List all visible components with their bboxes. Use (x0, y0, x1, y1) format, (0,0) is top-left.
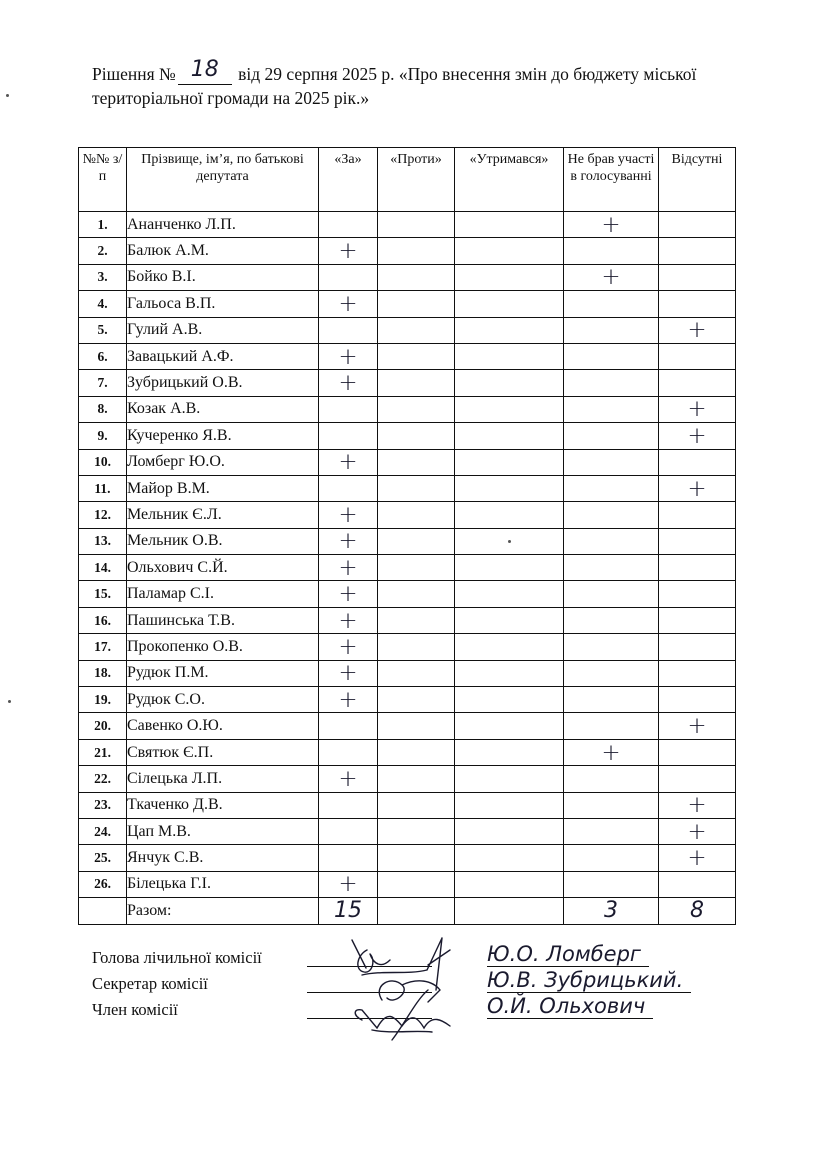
table-row (79, 502, 736, 528)
deputy-name: Балюк А.М. (127, 238, 319, 264)
vote-mark-against (378, 713, 455, 739)
vote-mark-not-voted (564, 607, 659, 633)
vote-mark-against (378, 212, 455, 238)
vote-mark-not-voted (564, 291, 659, 317)
deputy-name: Козак А.В. (127, 396, 319, 422)
signature-name: Ю.В. Зубрицький. (487, 968, 691, 993)
vote-mark-absent (659, 739, 736, 765)
vote-mark-against (378, 634, 455, 660)
deputy-name: Ольхович С.Й. (127, 555, 319, 581)
vote-mark-abstain (455, 818, 564, 844)
vote-mark-against (378, 475, 455, 501)
row-number: 4. (79, 291, 127, 317)
vote-mark-absent (659, 291, 736, 317)
deputy-name: Гальоса В.П. (127, 291, 319, 317)
row-number: 24. (79, 818, 127, 844)
total-for: 15 (319, 898, 378, 924)
vote-mark-abstain (455, 713, 564, 739)
table-row (79, 792, 736, 818)
table-row (79, 739, 736, 765)
vote-mark-against (378, 370, 455, 396)
decision-prefix: Рішення № (92, 64, 176, 84)
totals-label: Разом: (127, 898, 319, 924)
vote-mark-for (319, 396, 378, 422)
vote-mark-abstain (455, 634, 564, 660)
table-header-row (79, 148, 736, 212)
deputy-name: Майор В.М. (127, 475, 319, 501)
signature-role: Член комісії (92, 1000, 178, 1019)
table-row (79, 212, 736, 238)
vote-mark-abstain (455, 212, 564, 238)
vote-mark-absent: + (659, 423, 736, 449)
row-number: 8. (79, 396, 127, 422)
vote-mark-absent (659, 449, 736, 475)
total-abstain (455, 898, 564, 924)
signature-role: Голова лічильної комісії (92, 948, 262, 967)
deputy-name: Завацький А.Ф. (127, 343, 319, 369)
deputy-name: Янчук С.В. (127, 845, 319, 871)
table-row (79, 370, 736, 396)
vote-mark-absent (659, 581, 736, 607)
vote-mark-against (378, 291, 455, 317)
vote-mark-for: + (319, 687, 378, 713)
deputy-name: Святюк Є.П. (127, 739, 319, 765)
vote-mark-abstain (455, 475, 564, 501)
vote-mark-against (378, 423, 455, 449)
vote-mark-not-voted (564, 370, 659, 396)
vote-mark-abstain (455, 370, 564, 396)
vote-mark-abstain (455, 766, 564, 792)
vote-mark-not-voted (564, 634, 659, 660)
vote-mark-abstain (455, 423, 564, 449)
row-number: 13. (79, 528, 127, 554)
vote-mark-absent: + (659, 845, 736, 871)
deputy-name: Бойко В.І. (127, 264, 319, 290)
vote-mark-absent (659, 212, 736, 238)
vote-mark-against (378, 660, 455, 686)
vote-mark-absent (659, 528, 736, 554)
vote-mark-absent (659, 370, 736, 396)
vote-mark-absent (659, 607, 736, 633)
vote-mark-for (319, 475, 378, 501)
row-number: 14. (79, 555, 127, 581)
decision-heading (92, 57, 772, 110)
vote-mark-for: + (319, 555, 378, 581)
vote-mark-absent (659, 502, 736, 528)
vote-mark-for: + (319, 607, 378, 633)
deputy-name: Сілецька Л.П. (127, 766, 319, 792)
vote-mark-against (378, 766, 455, 792)
handwritten-signature-scribble (332, 930, 462, 1050)
vote-mark-for: + (319, 528, 378, 554)
table-row (79, 634, 736, 660)
vote-mark-absent: + (659, 317, 736, 343)
vote-mark-not-voted (564, 502, 659, 528)
vote-mark-for (319, 264, 378, 290)
deputy-name: Пашинська Т.В. (127, 607, 319, 633)
signature-role: Секретар комісії (92, 974, 208, 993)
vote-mark-abstain (455, 502, 564, 528)
vote-mark-absent: + (659, 713, 736, 739)
vote-mark-absent (659, 660, 736, 686)
table-row (79, 528, 736, 554)
row-number: 1. (79, 212, 127, 238)
row-number: 10. (79, 449, 127, 475)
row-number: 11. (79, 475, 127, 501)
vote-mark-against (378, 396, 455, 422)
vote-mark-absent (659, 555, 736, 581)
vote-mark-against (378, 238, 455, 264)
vote-mark-for: + (319, 370, 378, 396)
vote-mark-absent (659, 343, 736, 369)
vote-mark-against (378, 818, 455, 844)
vote-mark-for: + (319, 766, 378, 792)
vote-mark-abstain (455, 264, 564, 290)
header-name: Прізвище, ім’я, по батькові депутата (127, 148, 319, 212)
row-number: 9. (79, 423, 127, 449)
vote-mark-not-voted: + (564, 739, 659, 765)
vote-mark-for (319, 423, 378, 449)
vote-mark-absent: + (659, 818, 736, 844)
vote-mark-not-voted (564, 423, 659, 449)
vote-mark-not-voted (564, 555, 659, 581)
vote-mark-not-voted (564, 238, 659, 264)
totals-row (79, 898, 736, 924)
header-abstain: «Утримався» (455, 148, 564, 212)
vote-mark-for (319, 317, 378, 343)
deputy-name: Мельник О.В. (127, 528, 319, 554)
vote-mark-not-voted: + (564, 264, 659, 290)
vote-mark-abstain (455, 555, 564, 581)
vote-mark-not-voted (564, 475, 659, 501)
paper-speck (8, 700, 11, 703)
vote-mark-for (319, 818, 378, 844)
deputy-name: Рудюк П.М. (127, 660, 319, 686)
row-number: 18. (79, 660, 127, 686)
vote-mark-against (378, 687, 455, 713)
vote-mark-for: + (319, 343, 378, 369)
vote-mark-against (378, 792, 455, 818)
signature-name: О.Й. Ольхович (487, 994, 653, 1019)
vote-mark-against (378, 871, 455, 897)
total-against (378, 898, 455, 924)
vote-mark-against (378, 739, 455, 765)
vote-mark-for: + (319, 660, 378, 686)
vote-mark-not-voted (564, 528, 659, 554)
vote-mark-against (378, 607, 455, 633)
decision-number: 18 (176, 58, 234, 82)
vote-mark-for: + (319, 871, 378, 897)
vote-mark-not-voted (564, 343, 659, 369)
vote-mark-not-voted (564, 713, 659, 739)
vote-mark-for: + (319, 449, 378, 475)
vote-mark-absent: + (659, 396, 736, 422)
vote-mark-against (378, 502, 455, 528)
vote-mark-not-voted (564, 660, 659, 686)
header-against: «Проти» (378, 148, 455, 212)
table-row (79, 607, 736, 633)
vote-table (78, 147, 736, 925)
row-number: 22. (79, 766, 127, 792)
vote-mark-against (378, 845, 455, 871)
total-not-voted: 3 (564, 898, 659, 924)
vote-mark-abstain (455, 687, 564, 713)
row-number: 17. (79, 634, 127, 660)
vote-mark-abstain (455, 238, 564, 264)
row-number: 15. (79, 581, 127, 607)
deputy-name: Гулий А.В. (127, 317, 319, 343)
table-row (79, 660, 736, 686)
vote-mark-for (319, 212, 378, 238)
row-number: 21. (79, 739, 127, 765)
deputy-name: Цап М.В. (127, 818, 319, 844)
vote-mark-abstain (455, 660, 564, 686)
vote-mark-for (319, 713, 378, 739)
table-row (79, 449, 736, 475)
vote-mark-not-voted (564, 317, 659, 343)
vote-mark-against (378, 449, 455, 475)
vote-mark-abstain (455, 396, 564, 422)
table-row (79, 555, 736, 581)
header-for: «За» (319, 148, 378, 212)
vote-mark-not-voted (564, 396, 659, 422)
vote-mark-abstain (455, 449, 564, 475)
decision-date: від 29 серпня 2025 р. (238, 64, 395, 84)
vote-mark-not-voted: + (564, 212, 659, 238)
row-number: 2. (79, 238, 127, 264)
deputy-name: Савенко О.Ю. (127, 713, 319, 739)
vote-mark-absent (659, 766, 736, 792)
deputy-name: Мельник Є.Л. (127, 502, 319, 528)
vote-mark-not-voted (564, 871, 659, 897)
table-row (79, 238, 736, 264)
row-number: 16. (79, 607, 127, 633)
table-row (79, 713, 736, 739)
vote-mark-absent (659, 238, 736, 264)
vote-mark-against (378, 581, 455, 607)
table-row (79, 475, 736, 501)
vote-mark-against (378, 343, 455, 369)
vote-mark-against (378, 555, 455, 581)
vote-mark-for: + (319, 502, 378, 528)
header-not-voted: Не брав участі в голосуванні (564, 148, 659, 212)
table-row (79, 291, 736, 317)
paper-speck (6, 94, 9, 97)
vote-mark-for: + (319, 581, 378, 607)
vote-mark-not-voted (564, 581, 659, 607)
table-row (79, 581, 736, 607)
vote-mark-for (319, 792, 378, 818)
decision-title: «Про внесення змін до бюджету міської територіальної громади на 2025 рік.» (92, 64, 697, 108)
deputy-name: Рудюк С.О. (127, 687, 319, 713)
vote-mark-abstain (455, 739, 564, 765)
vote-mark-absent: + (659, 475, 736, 501)
table-row (79, 871, 736, 897)
vote-table-body (79, 212, 736, 898)
row-number: 20. (79, 713, 127, 739)
table-row (79, 845, 736, 871)
row-number: 12. (79, 502, 127, 528)
vote-mark-abstain (455, 792, 564, 818)
deputy-name: Ткаченко Д.В. (127, 792, 319, 818)
deputy-name: Білецька Г.І. (127, 871, 319, 897)
deputy-name: Прокопенко О.В. (127, 634, 319, 660)
vote-mark-absent (659, 264, 736, 290)
row-number: 23. (79, 792, 127, 818)
vote-mark-abstain (455, 607, 564, 633)
signature-name: Ю.О. Ломберг (487, 942, 649, 967)
total-absent: 8 (659, 898, 736, 924)
row-number: 7. (79, 370, 127, 396)
table-row (79, 818, 736, 844)
vote-mark-against (378, 264, 455, 290)
vote-mark-not-voted (564, 792, 659, 818)
row-number: 3. (79, 264, 127, 290)
vote-mark-not-voted (564, 687, 659, 713)
deputy-name: Ломберг Ю.О. (127, 449, 319, 475)
vote-mark-against (378, 528, 455, 554)
row-number: 25. (79, 845, 127, 871)
vote-mark-abstain (455, 317, 564, 343)
vote-mark-against (378, 317, 455, 343)
header-absent: Відсутні (659, 148, 736, 212)
vote-mark-not-voted (564, 845, 659, 871)
table-row (79, 766, 736, 792)
table-row (79, 317, 736, 343)
vote-mark-for: + (319, 238, 378, 264)
table-row (79, 343, 736, 369)
vote-mark-not-voted (564, 818, 659, 844)
row-number: 26. (79, 871, 127, 897)
vote-mark-abstain (455, 291, 564, 317)
row-number: 19. (79, 687, 127, 713)
table-row (79, 396, 736, 422)
header-num: №№ з/п (79, 148, 127, 212)
row-number: 6. (79, 343, 127, 369)
vote-mark-abstain (455, 871, 564, 897)
vote-mark-for (319, 845, 378, 871)
vote-mark-not-voted (564, 766, 659, 792)
vote-mark-abstain (455, 343, 564, 369)
vote-mark-abstain (455, 581, 564, 607)
vote-mark-absent (659, 634, 736, 660)
row-number: 5. (79, 317, 127, 343)
deputy-name: Ананченко Л.П. (127, 212, 319, 238)
table-row (79, 687, 736, 713)
vote-mark-absent: + (659, 792, 736, 818)
vote-mark-abstain (455, 845, 564, 871)
vote-mark-not-voted (564, 449, 659, 475)
vote-mark-for: + (319, 291, 378, 317)
vote-mark-absent (659, 687, 736, 713)
deputy-name: Паламар С.І. (127, 581, 319, 607)
deputy-name: Кучеренко Я.В. (127, 423, 319, 449)
table-row (79, 423, 736, 449)
table-row (79, 264, 736, 290)
deputy-name: Зубрицький О.В. (127, 370, 319, 396)
vote-mark-for (319, 739, 378, 765)
vote-mark-absent (659, 871, 736, 897)
paper-speck (508, 540, 511, 543)
vote-mark-for: + (319, 634, 378, 660)
